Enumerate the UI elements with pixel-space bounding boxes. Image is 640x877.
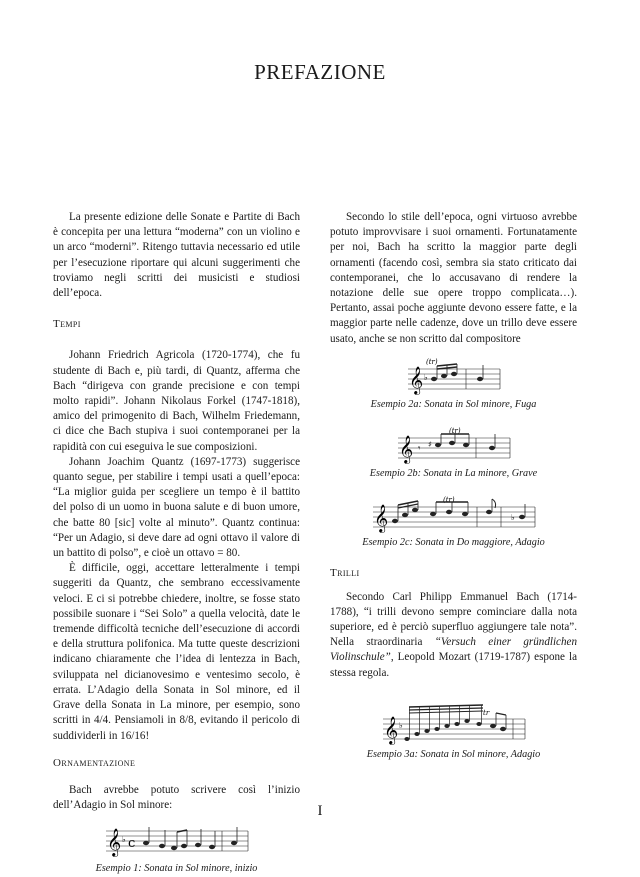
music-example-2c [330, 493, 577, 550]
svg-text:𝄾: 𝄾 [417, 444, 420, 455]
treatise-title: “Versuch einer gründlichen Violinschule” [330, 636, 577, 664]
trill-mark: tr [482, 708, 489, 717]
music-example-1 [53, 821, 300, 876]
tempi-paragraph-1: Johann Friedrich Agricola (1720-1774), che fu studente di Bach e, più tardi, di Quantz, afferma che Bach “dirigeva con grande precisione e con tempi molto rapidi”. Johann Nikolaus Forkel (1747-1818), amico del primogenito di Bach, Wilhelm Friedemann, ci dice che Bach stupiva i suoi contemporanei per la rapidità con cui eseguiva le sue composizioni. [53, 349, 300, 453]
page-title: PREFAZIONE [254, 60, 386, 84]
section-heading-ornamentazione: Ornamentazione [53, 756, 136, 769]
svg-text:♭: ♭ [510, 513, 515, 523]
staff-notation-icon [379, 701, 529, 745]
tempi-paragraph-2: Johann Joachim Quantz (1697-1773) suggerisce quanto segue, per stabilire i tempi usati a quell’epoca: “La miglior guida per scegliere un tempo è il battito del polso di un uomo in buona salute e di buon umore, che batte 80 [sic] volte al minuto”. Quantz continua: “Per un Adagio, si deve dare ad ogni ottavo il valore di un battito di polso”, e cioè un ottavo = 80. [53, 455, 300, 560]
svg-text:𝄞: 𝄞 [373, 504, 388, 533]
staff-notation-icon [394, 424, 514, 464]
svg-text:𝄞: 𝄞 [106, 828, 121, 857]
example-2c-caption: Esempio 2c: Sonata in Do maggiore, Adagio [362, 537, 545, 549]
right-column [330, 210, 577, 762]
trilli-paragraph: Secondo Carl Philipp Emmanuel Bach (1714-1788), “i trilli devono sempre cominciare dalla nota superiore, ed è perciò superfluo aggiungere tale nota”. Nella straordinaria “Versuch einer gründlichen Violinschule”, Leopold Mozart (1719-1787) espone la stessa regola. [330, 590, 577, 679]
staff-notation-icon [369, 493, 539, 533]
music-example-2a [330, 355, 577, 412]
svg-text:c: c [127, 836, 135, 852]
trill-mark: (tr) [442, 496, 455, 505]
music-example-3a [330, 701, 577, 762]
svg-text:𝄞: 𝄞 [398, 435, 413, 464]
left-column [53, 210, 300, 877]
svg-text:♭: ♭ [423, 372, 428, 382]
svg-text:♭: ♭ [121, 835, 126, 845]
section-heading-trilli: Trilli [330, 567, 360, 580]
example-2b-caption: Esempio 2b: Sonata in La minore, Grave [369, 468, 538, 480]
svg-text:𝄞: 𝄞 [383, 715, 398, 744]
staff-notation-icon [404, 355, 504, 395]
staff-notation-icon [102, 821, 252, 859]
trill-mark: (tr) [448, 427, 461, 436]
example-1-caption: Esempio 1: Sonata in Sol minore, inizio [95, 863, 258, 875]
ornament-paragraph: Secondo lo stile dell’epoca, ogni virtuoso avrebbe potuto improvvisare i suoi ornamenti. Fortunatamente per noi, Bach ha scritto la maggior parte degli ornamenti (facendo così, sembra sia stato criticato dai contemporanei, che lo accusavano di rendere la notazione delle sue opere troppo complicata…). Pertanto, assai poche aggiunte devono essere fatte, e la maggior parte nelle cadenze, dove un trillo deve essere usato, anche se non scritto dal compositore [330, 211, 577, 345]
svg-text:𝄞: 𝄞 [408, 365, 423, 394]
tempi-paragraph-3: È difficile, oggi, accettare letteralmente i tempi suggeriti da Quantz, che sembrano eccessivamente veloci. E ci si potrebbe chiedere, inoltre, se fosse stato possibile suonare i “Sei Solo” a quella velocità, date le tremende difficoltà tecniche dell’esecuzione di accordi e della struttura polifonica. Ma tutte queste descrizioni indicano chiaramente che l’idea di lentezza in Bach, sviluppata nel dicianovesimo e ventesimo secolo, è errata. L’Adagio della Sonata in Sol minore, ed il Grave della Sonata in La minore, per esempio, sono scritti in 4/4. Pensiamoli in 8/8, evitando il pericolo di suddividerli in 16/16! [53, 562, 300, 742]
example-2a-caption: Esempio 2a: Sonata in Sol minore, Fuga [370, 398, 537, 410]
svg-text:♯: ♯ [427, 440, 432, 450]
ornamentazione-paragraph: Bach avrebbe potuto scrivere così l’inizio dell’Adagio in Sol minore: [53, 783, 300, 812]
trill-mark: (tr) [425, 357, 438, 366]
section-heading-tempi: Tempi [53, 318, 81, 331]
intro-paragraph: La presente edizione delle Sonate e Partite di Bach è concepita per una lettura “moderna” con un violino e un arco “moderni”. Ritengo tuttavia necessario ed utile per l’esecuzione riportare qui alcuni suggerimenti che troviamo negli scritti dei musicisti e studiosi dell’epoca. [53, 211, 300, 300]
music-example-2b [330, 424, 577, 481]
svg-text:♭: ♭ [398, 720, 403, 730]
page-number: I [317, 803, 323, 819]
example-3a-caption: Esempio 3a: Sonata in Sol minore, Adagio [366, 748, 541, 760]
